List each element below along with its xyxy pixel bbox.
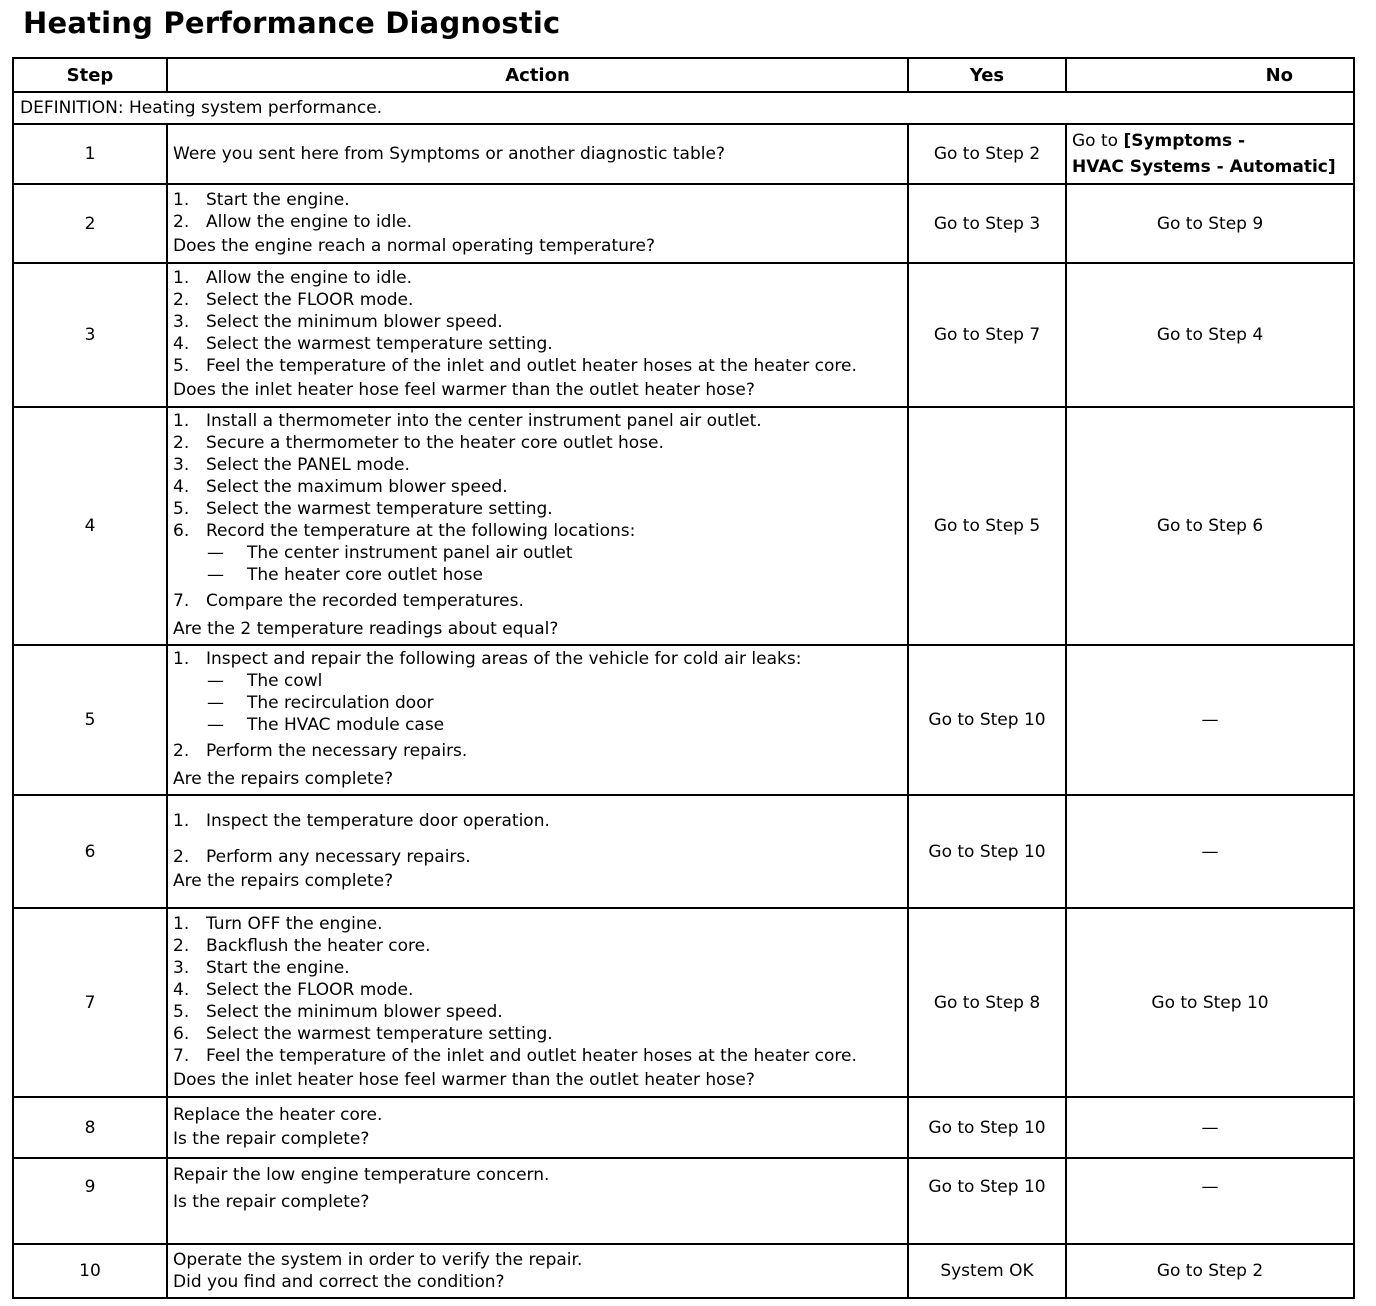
yes-cell: Go to Step 5: [908, 407, 1066, 645]
action-item: 1. Inspect the temperature door operation.: [173, 810, 550, 831]
action-subitem: — The cowl: [207, 671, 323, 691]
definition-text: DEFINITION: Heating system performance.: [13, 92, 1354, 124]
action-question: Did you find and correct the condition?: [173, 1272, 505, 1292]
step-number: 1: [13, 124, 167, 184]
action-question: Are the repairs complete?: [173, 870, 394, 891]
symptoms-link-line2[interactable]: HVAC Systems - Automatic]: [1072, 157, 1336, 177]
table-row: [13, 795, 1354, 908]
step-number: 10: [13, 1244, 167, 1298]
action-question: Does the inlet heater hose feel warmer than the outlet heater hose?: [173, 1069, 755, 1090]
table-row: [13, 908, 1354, 1097]
action-item: 7. Feel the temperature of the inlet and outlet heater hoses at the heater core.: [173, 1045, 857, 1066]
action-item: 4. Select the FLOOR mode.: [173, 979, 414, 1000]
action-cell: [167, 908, 908, 1097]
table-row: [13, 263, 1354, 407]
no-cell: —: [1066, 1158, 1354, 1244]
action-item: 4. Select the warmest temperature setting.: [173, 334, 553, 354]
step-number: 9: [13, 1158, 167, 1244]
step-number: 4: [13, 407, 167, 645]
action-cell: [167, 795, 908, 908]
action-cell: [167, 1244, 908, 1298]
action-question: Are the 2 temperature readings about equal?: [173, 619, 559, 639]
action-question: Is the repair complete?: [173, 1192, 370, 1212]
action-item: 2. Perform the necessary repairs.: [173, 741, 468, 761]
table-row: [13, 407, 1354, 645]
step-number: 3: [13, 263, 167, 407]
action-question: Are the repairs complete?: [173, 769, 394, 789]
step-number: 8: [13, 1097, 167, 1158]
yes-cell: Go to Step 10: [908, 1097, 1066, 1158]
action-subitem: — The recirculation door: [207, 693, 434, 713]
yes-column-header: Yes: [908, 58, 1066, 92]
action-item: 2. Backflush the heater core.: [173, 935, 431, 956]
action-item: 1. Start the engine.: [173, 189, 350, 210]
action-item: 1. Turn OFF the engine.: [173, 913, 383, 934]
no-cell: [1066, 124, 1354, 184]
step-number: 2: [13, 184, 167, 263]
definition-row: [13, 92, 1354, 124]
step-column-header: Step: [13, 58, 167, 92]
action-cell: [167, 263, 908, 407]
action-text: Operate the system in order to verify the repair.: [173, 1250, 583, 1270]
action-item: 2. Select the FLOOR mode.: [173, 290, 414, 310]
action-text: Replace the heater core.: [173, 1104, 383, 1125]
table-row: [13, 1097, 1354, 1158]
yes-cell: Go to Step 10: [908, 795, 1066, 908]
action-subitem: — The heater core outlet hose: [207, 565, 483, 585]
action-item: 6. Select the warmest temperature setting.: [173, 1023, 553, 1044]
page-title: Heating Performance Diagnostic: [23, 6, 561, 40]
action-cell: [167, 645, 908, 795]
action-item: 5. Select the warmest temperature setting.: [173, 499, 553, 519]
action-item: 2. Secure a thermometer to the heater core outlet hose.: [173, 433, 664, 453]
yes-cell: Go to Step 7: [908, 263, 1066, 407]
no-cell: —: [1066, 1097, 1354, 1158]
action-item: 7. Compare the recorded temperatures.: [173, 591, 524, 611]
step-number: 5: [13, 645, 167, 795]
step-number: 6: [13, 795, 167, 908]
action-question: Were you sent here from Symptoms or another diagnostic table?: [173, 144, 725, 164]
table-row: [13, 1158, 1354, 1244]
step-number: 7: [13, 908, 167, 1097]
action-item: 1. Allow the engine to idle.: [173, 268, 413, 288]
no-cell: Go to Step 2: [1066, 1244, 1354, 1298]
action-item: 1. Install a thermometer into the center instrument panel air outlet.: [173, 411, 762, 431]
table-row: [13, 184, 1354, 263]
action-item: 2. Allow the engine to idle.: [173, 211, 413, 232]
symptoms-link-line1[interactable]: [Symptoms -: [1123, 131, 1246, 151]
diagnostic-table: [12, 57, 1355, 1299]
no-cell: —: [1066, 645, 1354, 795]
action-item: 1. Inspect and repair the following areas of the vehicle for cold air leaks:: [173, 649, 802, 669]
yes-cell: Go to Step 2: [908, 124, 1066, 184]
action-item: 3. Start the engine.: [173, 957, 350, 978]
yes-cell: Go to Step 10: [908, 645, 1066, 795]
action-question: Is the repair complete?: [173, 1128, 370, 1149]
action-item: 4. Select the maximum blower speed.: [173, 477, 508, 497]
action-question: Does the engine reach a normal operating temperature?: [173, 235, 656, 256]
yes-cell: Go to Step 8: [908, 908, 1066, 1097]
action-cell: [167, 184, 908, 263]
table-row: [13, 124, 1354, 184]
no-column-header: No: [1066, 58, 1354, 92]
action-subitem: — The center instrument panel air outlet: [207, 543, 573, 563]
no-cell: Go to Step 4: [1066, 263, 1354, 407]
action-cell: [167, 1097, 908, 1158]
action-cell: [167, 407, 908, 645]
action-column-header: Action: [167, 58, 908, 92]
table-row: [13, 645, 1354, 795]
no-cell: —: [1066, 795, 1354, 908]
action-item: 2. Perform any necessary repairs.: [173, 846, 471, 867]
table-row: [13, 1244, 1354, 1298]
no-cell: Go to Step 6: [1066, 407, 1354, 645]
action-item: 5. Select the minimum blower speed.: [173, 1001, 503, 1022]
header-row: [13, 58, 1354, 92]
action-item: 6. Record the temperature at the following locations:: [173, 521, 636, 541]
yes-cell: Go to Step 10: [908, 1158, 1066, 1244]
action-question: Does the inlet heater hose feel warmer than the outlet heater hose?: [173, 380, 755, 400]
no-cell: Go to Step 9: [1066, 184, 1354, 263]
action-text: Repair the low engine temperature concern.: [173, 1165, 550, 1185]
action-cell: [167, 124, 908, 184]
no-prefix: Go to: [1072, 131, 1124, 151]
yes-cell: System OK: [908, 1244, 1066, 1298]
action-item: 3. Select the PANEL mode.: [173, 455, 410, 475]
action-subitem: — The HVAC module case: [207, 715, 445, 735]
action-cell: [167, 1158, 908, 1244]
no-cell: Go to Step 10: [1066, 908, 1354, 1097]
action-item: 5. Feel the temperature of the inlet and outlet heater hoses at the heater core.: [173, 356, 857, 376]
action-item: 3. Select the minimum blower speed.: [173, 312, 503, 332]
yes-cell: Go to Step 3: [908, 184, 1066, 263]
